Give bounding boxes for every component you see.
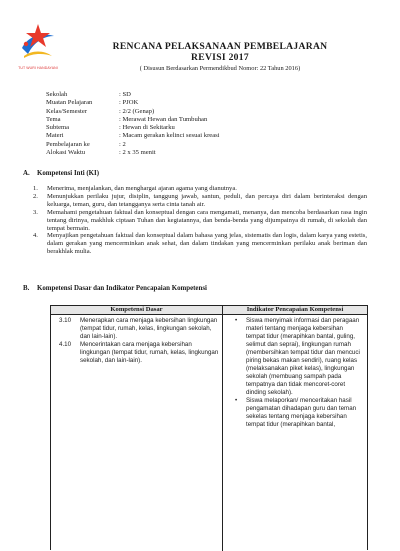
identity-row: Alokasi Waktu : 2 x 35 menit bbox=[46, 149, 156, 157]
core-competency-list bbox=[33, 185, 367, 256]
competency-table bbox=[50, 305, 368, 550]
identity-row: Pembelajaran ke : 2 bbox=[46, 140, 126, 148]
table-row bbox=[51, 315, 367, 551]
table-header-cell: Indikator Pencapaian Kompetensi bbox=[246, 306, 344, 313]
table-header bbox=[51, 306, 367, 315]
list-item: • Siswa melaporkan/ menceritakan hasil pengamatan dihadapan guru dan teman sekelas tentang menjaga kebersihan tempat tidur (merapihkan bantal, bbox=[235, 397, 357, 428]
identity-block bbox=[46, 91, 220, 157]
section-heading-a: A. Kompetensi Inti (KI) bbox=[23, 170, 100, 177]
identity-row: Materi : Macam gerakan kelinci sesuai kreasi bbox=[46, 132, 220, 140]
identity-row: Kelas/Semester : 2/2 (Genap) bbox=[46, 107, 155, 115]
list-item: 2. Menunjukkan perilaku jujur, disiplin, tanggung jawab, santun, peduli, dan percaya diri dalam berinteraksi dengan keluarga, teman, guru, dan tetangganya serta cinta tanah air. bbox=[33, 192, 367, 208]
document-title: RENCANA PELAKSANAAN PEMBELAJARAN bbox=[112, 41, 328, 52]
list-item: 3. Memahami pengetahuan faktual dan konseptual dengan cara mengamati, menanya, dan mencoba berdasarkan rasa ingin tentang dirinya, makhluk ciptaan Tuhan dan kegiatannya, dan benda-benda yang dijumpainya di rumah, di sekolah dan tempat bermain. bbox=[33, 208, 367, 232]
bullet-icon: • bbox=[235, 317, 238, 324]
table-cell-kd bbox=[51, 315, 223, 551]
logo-caption: TUT WURI HANDAYANI bbox=[18, 66, 58, 70]
section-heading-b: B. Kompetensi Dasar dan Indikator Pencapaian Kompetensi bbox=[23, 285, 207, 292]
identity-row: Tema : Merawat Hewan dan Tumbuhan bbox=[46, 115, 208, 123]
identity-row: Sekolah : SD bbox=[46, 91, 131, 98]
list-item: 3.10 Menerapkan cara menjaga kebersihan lingkungan (tempat tidur, rumah, kelas, lingkungan sekolah, dan lain-lain). bbox=[59, 317, 218, 340]
bullet-icon: • bbox=[235, 397, 238, 404]
identity-row: Subtema : Hewan di Sekitarku bbox=[46, 124, 175, 132]
list-item: 4. Menyajikan pengetahuan faktual dan konseptual dalam bahasa yang jelas, sistematis dan logis, dalam karya yang estetis, dalam gerakan yang mencerminkan anak sehat, dan dalam tindakan yang mencerminkan perilaku anak beriman dan berakhlak mulia. bbox=[33, 232, 367, 256]
document-subtitle: ( Disusun Berdasarkan Permendikbud Nomor: 22 Tahun 2016) bbox=[139, 65, 301, 72]
table-header-cell: Kompetensi Dasar bbox=[51, 306, 223, 314]
list-item: • Siswa menyimak informasi dan peragaan materi tentang menjaga kebersihan tempat tidur (merapihkan bantal, guling, selimut dan seprai), lingkungan rumah (membersihkan tempat tidur dan mencuci piring bekas makan sendiri), ruang kelas (melaksanakan piket kelas), lingkungan sekolah (membuang sampah pada tempatnya dan tidak mencoret-coret dinding sekolah). bbox=[235, 317, 360, 396]
school-logo-icon bbox=[16, 20, 58, 66]
document-header bbox=[60, 41, 380, 73]
identity-row: Muatan Pelajaran : PJOK bbox=[46, 99, 139, 107]
list-item: 4.10 Mencerintakan cara menjaga kebersihan lingkungan (tempat tidur, rumah, kelas, lingkungan sekolah, dan lain-lain). bbox=[59, 341, 219, 364]
document-title-revision: REVISI 2017 bbox=[191, 52, 249, 63]
table-cell-indicators bbox=[223, 315, 367, 551]
list-item: 1. Menerima, menjalankan, dan menghargai ajaran agama yang dianutnya. bbox=[33, 185, 237, 192]
